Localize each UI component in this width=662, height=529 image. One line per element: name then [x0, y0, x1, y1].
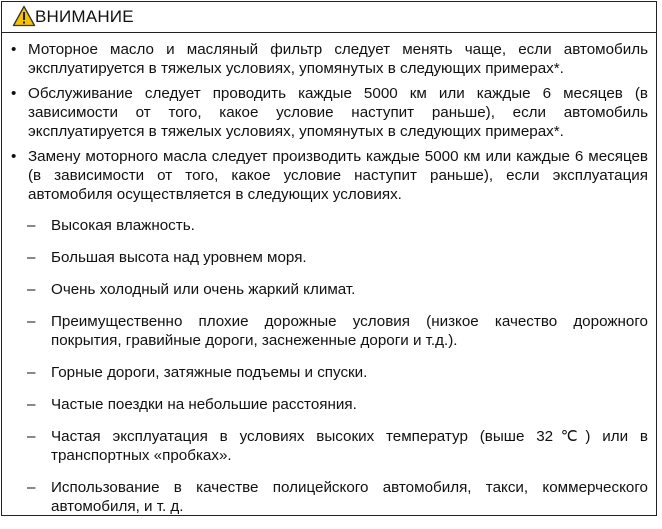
condition-item	[2, 280, 656, 299]
warning-header	[2, 2, 656, 33]
bullet-item	[2, 147, 656, 204]
condition-item	[2, 395, 656, 414]
warning-title: ВНИМАНИЕ	[35, 7, 134, 26]
bullet-text: Замену моторного масла следует производить каждые 5000 км или каждые 6 месяцев (в зависимости от того, какое условие наступит раньше), если эксплуатация автомобиля осуществляется в следующих условиях.	[28, 148, 648, 203]
dash-marker: –	[27, 281, 36, 298]
bullet-marker: •	[11, 148, 17, 165]
condition-item	[2, 478, 656, 516]
condition-text: Частые поездки на небольшие расстояния.	[51, 396, 357, 413]
condition-text: Использование в качестве полицейского автомобиля, такси, коммерческого автомобиля, и т. д.	[51, 479, 648, 515]
condition-text: Частая эксплуатация в условиях высоких температур (выше 32℃) или в транспортных «пробках».	[51, 428, 648, 464]
dash-marker: –	[27, 479, 36, 496]
dash-marker: –	[27, 428, 36, 445]
bullet-marker: •	[11, 41, 17, 58]
condition-text: Очень холодный или очень жаркий климат.	[51, 281, 356, 298]
condition-text: Высокая влажность.	[51, 217, 195, 234]
dash-marker: –	[27, 364, 36, 381]
bullet-text: Обслуживание следует проводить каждые 5000 км или каждые 6 месяцев (в зависимости от того, какое условие наступит раньше), если автомобиль эксплуатируется в тяжелых условиях, упомянутых в следующих примерах*.	[28, 85, 648, 140]
bullet-list	[2, 40, 656, 210]
dash-marker: –	[27, 396, 36, 413]
dash-marker: –	[27, 249, 36, 266]
bullet-marker: •	[11, 85, 17, 102]
warning-triangle-icon	[12, 5, 36, 27]
bullet-item	[2, 84, 656, 141]
condition-item	[2, 216, 656, 235]
dash-marker: –	[27, 313, 36, 330]
condition-text: Преимущественно плохие дорожные условия (низкое качество дорожного покрытия, гравийные дороги, заснеженные дороги и т.д.).	[51, 313, 648, 349]
warning-box	[1, 1, 657, 516]
conditions-list	[2, 216, 656, 529]
dash-marker: –	[27, 217, 36, 234]
condition-text: Горные дороги, затяжные подъемы и спуски.	[51, 364, 368, 381]
condition-item	[2, 248, 656, 267]
bullet-item	[2, 40, 656, 78]
condition-item	[2, 312, 656, 350]
bullet-text: Моторное масло и масляный фильтр следует менять чаще, если автомобиль эксплуатируется в тяжелых условиях, упомянутых в следующих примерах*.	[28, 41, 648, 77]
condition-text: Большая высота над уровнем моря.	[51, 249, 307, 266]
condition-item	[2, 363, 656, 382]
condition-item	[2, 427, 656, 465]
